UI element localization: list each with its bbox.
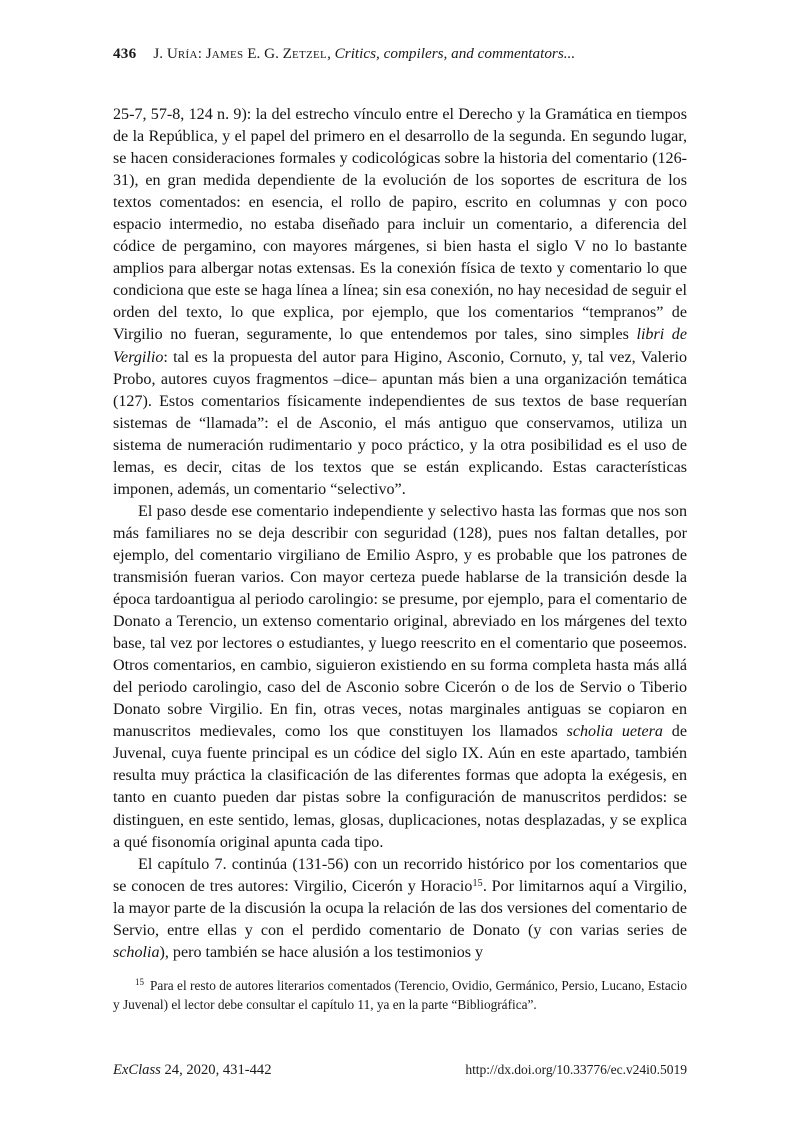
- footnote-item: [113, 977, 687, 1014]
- footnote-text: Para el resto de autores literarios comentados (Terencio, Ovidio, Germánico, Persio, Lucano, Estacio y Juvenal) el lector debe consultar el capítulo 11, ya en la parte “Bibliográfica”.: [113, 978, 687, 1012]
- footer-citation: [113, 1060, 272, 1080]
- reviewed-author-middle: E. G. Z: [243, 45, 292, 62]
- footnote-number: 15: [135, 977, 145, 988]
- text-run: . Por limitarnos aquí a Virgilio, la mayor parte de la discusión la ocupa la relación de las dos versiones del comentario de Servio, entre ellas y con el perdido comentario de Donato (y con varias series de: [113, 877, 687, 939]
- text-run: : tal es la propuesta del autor para Higino, Asconio, Cornuto, y, tal vez, Valerio Probo, autores cuyos fragmentos –dice– apuntan más bien a una organización temática (127). Estos comentarios físicamente independientes de sus textos de base requerían sistemas de “llamada”: el de Asconio, el más antiguo que conservamos, utiliza un sistema de numeración rudimentario y poco práctico, y la otra posibilidad es el uso de lemas, es decir, citas de los textos que se están explicando. Estas características imponen, además, un comentario “selectivo”.: [113, 348, 687, 498]
- journal-volume-year-pages: 24, 2020, 431-442: [160, 1062, 272, 1078]
- running-head-separator: :: [197, 45, 206, 62]
- reviewer-name-smallcaps: ría: [177, 45, 198, 62]
- footnote-area: [113, 977, 687, 1014]
- reviewed-author-first-smallcaps: ames: [211, 45, 244, 62]
- doi-link[interactable]: http://dx.doi.org/10.33776/ec.v24i0.5019: [465, 1062, 687, 1077]
- reviewer-name-prefix: J. U: [153, 45, 178, 62]
- text-run: El capítulo 7. continúa (131-56) con un recorrido histórico por los comentarios que se conocen de tres autores: Virgilio, Cicerón y Horacio: [113, 855, 687, 895]
- footnote-reference-marker[interactable]: 15: [472, 877, 483, 889]
- text-run: El paso desde ese comentario independiente y selectivo hasta las formas que nos son más familiares no se deja describir con seguridad (128), pues nos faltan detalles, por ejemplo, del comentario virgiliano de Emilio Aspro, y es probable que los patrones de transmisión fueran varios. Con mayor certeza puede hablarse de la transición desde la época tardoantigua al periodo carolingio: se presume, por ejemplo, para el comentario de Donato a Terencio, un extenso comentario original, abreviado en los márgenes del texto base, tal vez por lectores o estudiantes, y luego reescrito en el comentario que poseemos. Otros comentarios, en cambio, siguieron existiendo en su forma completa hasta más allá del periodo carolingio, caso del de Asconio sobre Cicerón o de los de Servio o Tiberio Donato sobre Virgilio. En fin, otras veces, notas marginales antiguas se copiaron en manuscritos medievales, como los que constituyen los llamados: [113, 502, 687, 741]
- italic-term: libri de Vergilio: [113, 326, 687, 366]
- text-run: ), pero también se hace alusión a los testimonios y: [159, 943, 484, 961]
- italic-term: scholia uetera: [566, 723, 663, 741]
- reviewed-author-surname-smallcaps: etzel: [291, 45, 328, 62]
- italic-term: scholia: [113, 943, 160, 961]
- page-folio-number: 436: [113, 45, 137, 62]
- running-head-comma: ,: [327, 45, 335, 62]
- reviewed-author-first-initial: J: [205, 45, 212, 62]
- body-paragraph: [113, 501, 687, 854]
- journal-name: ExClass: [113, 1062, 161, 1078]
- body-paragraph: [113, 104, 687, 501]
- body-paragraph: [113, 854, 687, 964]
- body-text-column: [113, 104, 687, 964]
- text-run: de Juvenal, cuya fuente principal es un códice del siglo IX. Aún en este apartado, también resulta muy práctica la clasificación de las diferentes formas que adopta la exégesis, en tanto en cuanto pueden dar pistas sobre la configuración de manuscritos perdidos: se distinguen, en este sentido, lemas, glosas, duplicaciones, notas desplazadas, y se explica a qué fisonomía original apunta cada tipo.: [113, 723, 687, 851]
- page-footer: [113, 1060, 687, 1080]
- text-run: 25-7, 57-8, 124 n. 9): la del estrecho vínculo entre el Derecho y la Gramática en tiempos de la República, y el papel del primero en el desarrollo de la segunda. En segundo lugar, se hacen consideraciones formales y codicológicas sobre la historia del comentario (126-31), en gran medida dependiente de la evolución de los soportes de escritura de los textos comentados: en esencia, el rollo de papiro, escrito en columnas y con poco espacio intermedio, no estaba diseñado para incluir un comentario, a diferencia del códice de pergamino, con mayores márgenes, si bien hasta el siglo V no lo bastante amplios para albergar notas extensas. Es la conexión física de texto y comentario lo que condiciona que este se haga línea a línea; sin esa conexión, no hay necesidad de seguir el orden del texto, lo que explica, por ejemplo, que los comentarios “tempranos” de Virgilio no fueran, seguramente, lo que entendemos por tales, sino simples: [113, 106, 687, 344]
- reviewed-book-title: Critics, compilers, and commentators...: [334, 45, 576, 62]
- running-head: [113, 44, 687, 64]
